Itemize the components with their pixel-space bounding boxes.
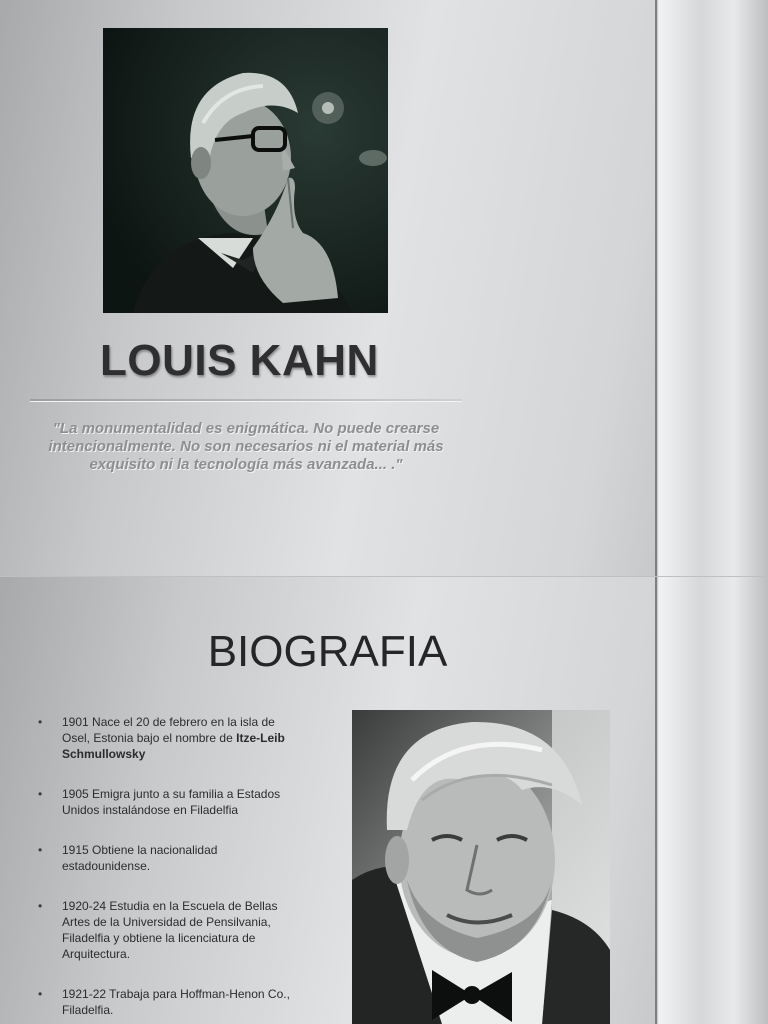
list-item-bold: Itze-Leib Schmullowsky [62,731,285,761]
bullet-icon: • [38,899,43,913]
list-item-text: 1915 Obtiene la nacionalidad estadounidense. [62,843,218,873]
list-item [38,986,303,1018]
bullet-icon: • [38,715,43,729]
list-item [38,898,303,962]
list-item [38,842,303,874]
slide-biography [0,577,768,1024]
list-item-text: 1920-24 Estudia en la Escuela de Bellas Artes de la Universidad de Pensilvania, Filadelfia y obtiene la licenciatura de Arquitectura. [62,899,278,961]
bullet-icon: • [38,787,43,801]
biography-list [38,714,303,1018]
list-item [38,786,303,818]
portrait-photo-profile [103,28,388,313]
title-divider [30,399,462,401]
bullet-icon: • [38,987,43,1001]
list-item-text: 1921-22 Trabaja para Hoffman-Henon Co., Filadelfia. [62,987,290,1017]
list-item-text: 1901 Nace el 20 de febrero en la isla de Osel, Estonia bajo el nombre de [62,715,275,745]
quote-text: "La monumentalidad es enigmática. No puede crearse intencionalmente. No son necesarios ni el material más exquisito ni la tecnología más avanzada... ." [48,420,444,473]
slide-title-text: LOUIS KAHN [100,336,379,385]
slide-side-rail [655,0,768,576]
portrait-photo-closeup [352,710,610,1024]
slide-side-rail [655,577,768,1024]
bullet-icon: • [38,843,43,857]
list-item [38,714,303,762]
list-item-text: 1905 Emigra junto a su familia a Estados Unidos instalándose en Filadelfia [62,787,281,817]
biography-title: BIOGRAFIA [207,627,448,676]
